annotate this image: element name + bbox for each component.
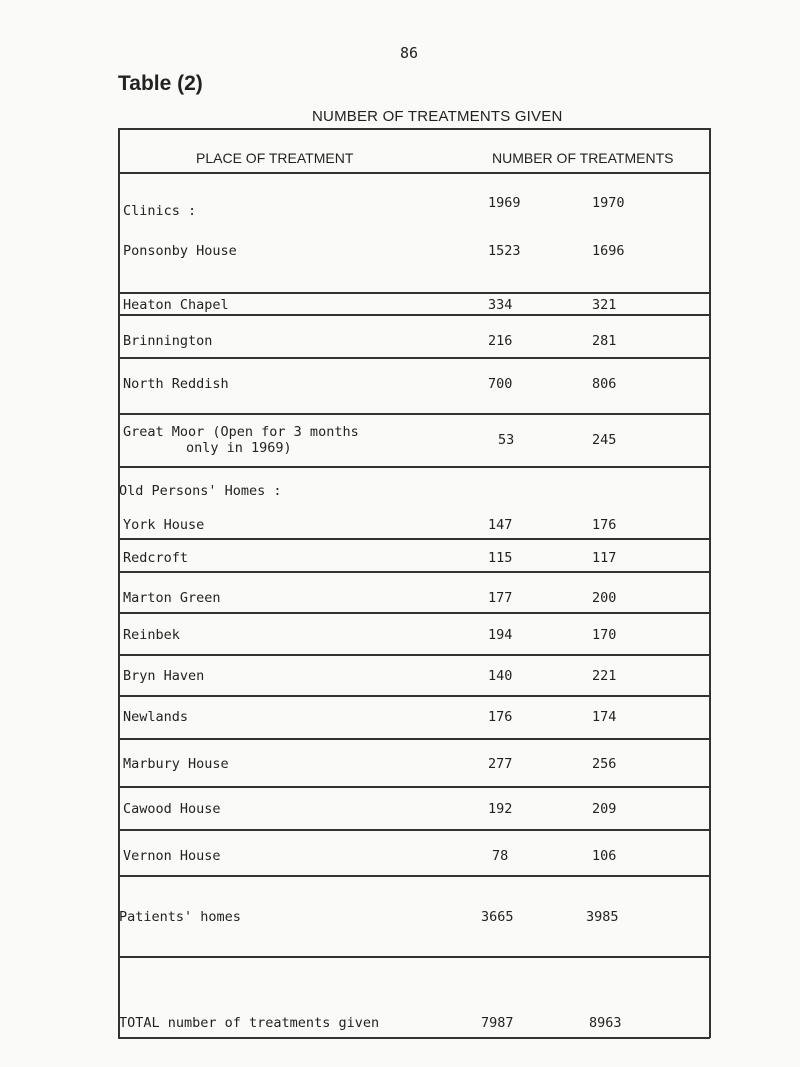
year-1969: 1969	[488, 195, 521, 211]
row-value-1970: 3985	[586, 909, 619, 925]
row-place: Cawood House	[123, 801, 221, 817]
header-place: PLACE OF TREATMENT	[196, 150, 354, 166]
row-value-1969: 3665	[481, 909, 514, 925]
row-value-1969: 177	[488, 590, 513, 606]
table-border-left	[118, 128, 120, 1038]
row-value-1970: 209	[592, 801, 617, 817]
row-value-1969: 78	[492, 848, 509, 864]
table-border-right	[709, 128, 711, 1038]
row-value-1970: 174	[592, 709, 617, 725]
row-place: Reinbek	[123, 627, 180, 643]
row-place: York House	[123, 517, 205, 533]
row-value-1970: 806	[592, 376, 617, 392]
row-divider	[118, 413, 710, 415]
row-value-1969: 192	[488, 801, 513, 817]
row-value-1969: 194	[488, 627, 513, 643]
row-value-1969: 140	[488, 668, 513, 684]
row-divider	[118, 654, 710, 656]
row-value-1969: 216	[488, 333, 513, 349]
row-divider	[118, 571, 710, 573]
row-value-1970: 176	[592, 517, 617, 533]
row-place: Vernon House	[123, 848, 221, 864]
row-value-1969: 277	[488, 756, 513, 772]
row-divider	[118, 695, 710, 697]
row-place: North Reddish	[123, 376, 229, 392]
row-value-1970: 200	[592, 590, 617, 606]
row-value-1970: 281	[592, 333, 617, 349]
row-value-1969: 1523	[488, 243, 521, 259]
row-divider	[118, 357, 710, 359]
table-subheading: NUMBER OF TREATMENTS GIVEN	[312, 108, 563, 125]
table-border-top	[118, 128, 710, 130]
header-divider	[118, 172, 710, 174]
row-place: Marton Green	[123, 590, 221, 606]
total-value-1969: 7987	[481, 1015, 514, 1031]
row-value-1970: 221	[592, 668, 617, 684]
row-place: Bryn Haven	[123, 668, 205, 684]
great-moor-line1: Great Moor (Open for 3 months	[123, 424, 359, 440]
row-place: Heaton Chapel	[123, 297, 229, 313]
row-place: Patients' homes	[119, 909, 241, 925]
row-divider	[118, 829, 710, 831]
row-divider	[118, 538, 710, 540]
row-value-1969: 700	[488, 376, 513, 392]
row-value-1970: 117	[592, 550, 617, 566]
row-divider	[118, 612, 710, 614]
row-value-1969: 176	[488, 709, 513, 725]
total-value-1970: 8963	[589, 1015, 622, 1031]
row-value-1969: 147	[488, 517, 513, 533]
row-place: Newlands	[123, 709, 189, 725]
row-value-1970: 245	[592, 432, 617, 448]
table-title: Table (2)	[118, 72, 203, 95]
row-value-1969: 115	[488, 550, 513, 566]
row-divider	[118, 956, 710, 958]
row-value-1970: 321	[592, 297, 617, 313]
row-place: Marbury House	[123, 756, 229, 772]
row-divider	[118, 466, 710, 468]
row-place: Redcroft	[123, 550, 189, 566]
row-divider	[118, 875, 710, 877]
row-place: Brinnington	[123, 333, 213, 349]
row-divider	[118, 786, 710, 788]
row-value-1969: 334	[488, 297, 513, 313]
total-label: TOTAL number of treatments given	[119, 1015, 380, 1031]
page-number: 86	[400, 44, 419, 62]
table-border-bottom	[118, 1037, 710, 1039]
row-divider	[118, 292, 710, 294]
year-1970: 1970	[592, 195, 625, 211]
old-persons-label: Old Persons' Homes :	[119, 483, 282, 499]
row-value-1970: 256	[592, 756, 617, 772]
row-place: Ponsonby House	[123, 243, 237, 259]
row-value-1970: 1696	[592, 243, 625, 259]
header-number: NUMBER OF TREATMENTS	[492, 150, 674, 166]
row-divider	[118, 738, 710, 740]
great-moor-line2: only in 1969)	[186, 440, 292, 456]
row-value-1970: 170	[592, 627, 617, 643]
row-value-1969: 53	[498, 432, 515, 448]
clinics-label: Clinics :	[123, 203, 197, 219]
row-value-1970: 106	[592, 848, 617, 864]
row-divider	[118, 314, 710, 316]
